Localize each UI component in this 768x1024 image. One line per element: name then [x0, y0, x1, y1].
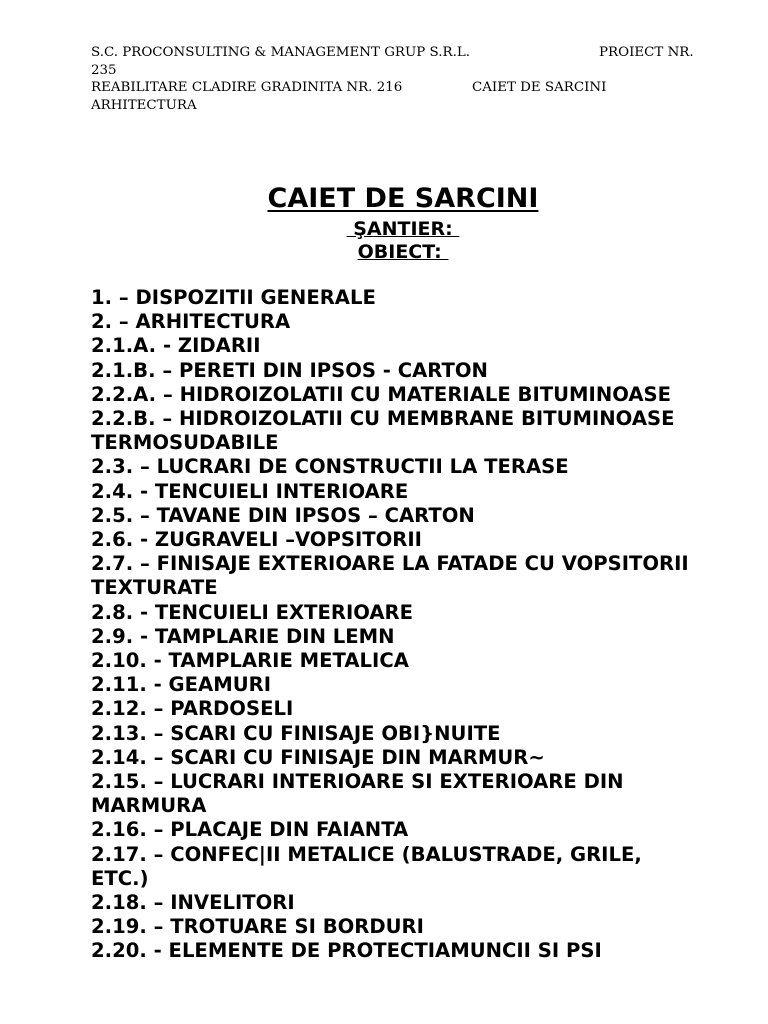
toc-item: 2.17. – CONFEC|II METALICE (BALUSTRADE, GRILE, ETC.)	[91, 842, 642, 890]
table-of-contents	[91, 286, 691, 964]
toc-item: 2.2.B. – HIDROIZOLATII CU MEMBRANE BITUMINOASE TERMOSUDABILE	[91, 407, 675, 455]
toc-item: 2.10. - TAMPLARIE METALICA	[91, 649, 409, 673]
toc-item: 2.9. - TAMPLARIE DIN LEMN	[91, 624, 395, 648]
toc-item: 2.12. – PARDOSELI	[91, 697, 294, 721]
toc-item: 2.5. – TAVANE DIN IPSOS – CARTON	[91, 503, 475, 527]
toc-item: 2.1.B. – PERETI DIN IPSOS - CARTON	[91, 358, 488, 382]
toc-item: 1. – DISPOZITII GENERALE	[91, 286, 376, 309]
toc-item: 2.6. - ZUGRAVELI –VOPSITORII	[91, 528, 422, 552]
header-line-1	[91, 44, 711, 62]
toc-item: 2.20. - ELEMENTE DE PROTECTIAMUNCII SI PSI	[91, 939, 602, 963]
toc-item: 2.11. - GEAMURI	[91, 673, 271, 697]
company-name: S.C. PROCONSULTING & MANAGEMENT GRUP S.R.L.	[91, 45, 470, 60]
page-header	[91, 44, 711, 114]
document-type: CAIET DE SARCINI	[472, 80, 607, 95]
toc-item: 2.15. – LUCRARI INTERIOARE SI EXTERIOARE DIN MARMURA	[91, 770, 624, 818]
obiect-label: OBIECT:	[357, 241, 449, 263]
section-name: ARHITECTURA	[91, 97, 197, 113]
toc-item: 2.2.A. – HIDROIZOLATII CU MATERIALE BITUMINOASE	[91, 382, 672, 406]
toc-item: 2.14. – SCARI CU FINISAJE DIN MARMUR~	[91, 745, 545, 769]
toc-item: 2.8. - TENCUIELI EXTERIOARE	[91, 600, 414, 624]
toc-item: 2.18. – INVELITORI	[91, 891, 295, 915]
project-number: 235	[91, 62, 117, 78]
toc-item: 2. – ARHITECTURA	[91, 310, 291, 334]
toc-item: 2.16. – PLACAJE DIN FAIANTA	[91, 818, 409, 842]
toc-item: 2.7. – FINISAJE EXTERIOARE LA FATADE CU VOPSITORII TEXTURATE	[91, 552, 689, 600]
header-line-2	[91, 62, 711, 80]
page-title: CAIET DE SARCINI	[267, 183, 539, 214]
toc-item: 2.19. – TROTUARE SI BORDURI	[91, 915, 424, 939]
santier-label: ŞANTIER:	[346, 218, 460, 240]
building-name: REABILITARE CLADIRE GRADINITA NR. 216	[91, 80, 403, 95]
toc-item: 2.13. – SCARI CU FINISAJE OBI}NUITE	[91, 721, 501, 745]
project-label: PROIECT NR.	[599, 45, 694, 60]
header-line-3	[91, 79, 711, 97]
toc-item: 2.4. - TENCUIELI INTERIOARE	[91, 479, 409, 503]
title-block	[91, 180, 715, 264]
toc-item: 2.1.A. - ZIDARII	[91, 334, 261, 358]
header-line-4	[91, 97, 711, 115]
toc-item: 2.3. – LUCRARI DE CONSTRUCTII LA TERASE	[91, 455, 569, 479]
